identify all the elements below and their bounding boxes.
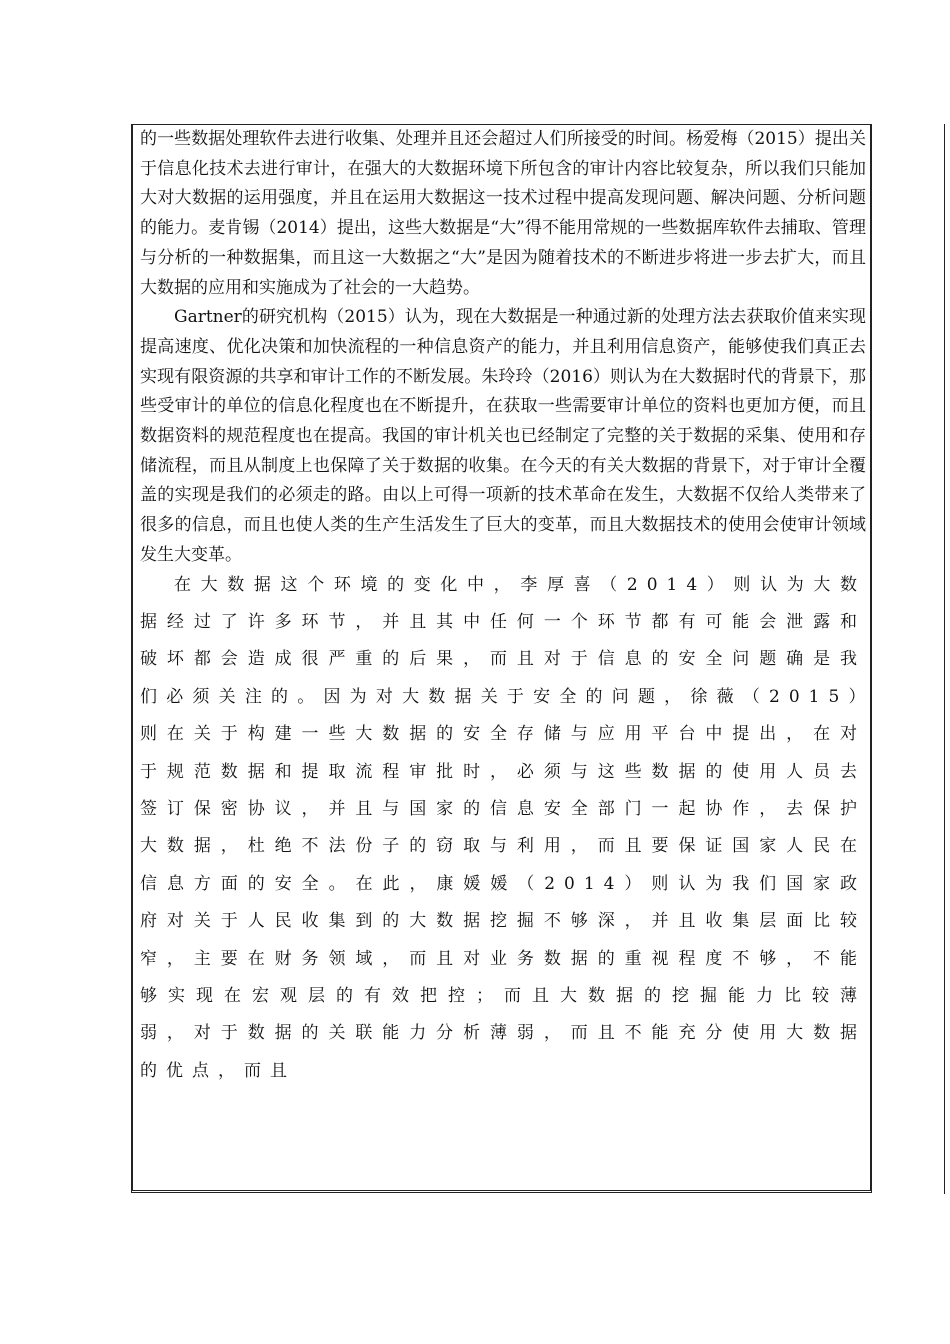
- paragraph-literature-review-1: 的一些数据处理软件去进行收集、处理并且还会超过人们所接受的时间。杨爱梅（2015）提出关于信息化技术去进行审计，在强大的大数据环境下所包含的审计内容比较复杂，所以我们只能加大对大数据的运用强度，并且在运用大数据这一技术过程中提高发现问题、解决问题、分析问题的能力。麦肯锡（2014）提出，这些大数据是“大”得不能用常规的一些数据库软件去捕取、管理与分析的一种数据集，而且这一大数据之“大”是因为随着技术的不断进步将进一步去扩大，而且大数据的应用和实施成为了社会的一大趋势。: [140, 129, 866, 298]
- paragraph-literature-review-3: 在大数据这个环境的变化中，李厚喜（2014）则认为大数据经过了许多环节，并且其中任何一个环节都有可能会泄露和破坏都会造成很严重的后果，而且对于信息的安全问题确是我们必须关注的。因为对大数据关于安全的问题，徐薇（2015）则在关于构建一些大数据的安全存储与应用平台中提出，在对于规范数据和提取流程审批时，必须与这些数据的使用人员去签订保密协议，并且与国家的信息安全部门一起协作，去保护大数据，杜绝不法份子的窃取与利用，而且要保证国家人民在信息方面的安全。在此，康媛媛（2014）则认为我们国家政府对关于人民收集到的大数据挖掘不够深，并且收集层面比较窄，主要在财务领域，而且对业务数据的重视程度不够，不能够实现在宏观层的有效把控；而且大数据的挖掘能力比较薄弱，对于数据的关联能力分析薄弱，而且不能充分使用大数据的优点，而且: [140, 574, 866, 1081]
- paragraph-literature-review-2: Gartner的研究机构（2015）认为，现在大数据是一种通过新的处理方法去获取价值来实现提高速度、优化决策和加快流程的一种信息资产的能力，并且利用信息资产，能够使我们真正去实现有限资源的共享和审计工作的不断发展。朱玲玲（2016）则认为在大数据时代的背景下，那些受审计的单位的信息化程度也在不断提升，在获取一些需要审计单位的资料也更加方便，而且数据资料的规范程度也在提高。我国的审计机关也已经制定了完整的关于数据的采集、使用和存储流程，而且从制度上也保障了关于数据的收集。在今天的有关大数据的背景下，对于审计全覆盖的实现是我们的必须走的路。由以上可得一项新的技术革命在发生，大数据不仅给人类带来了很多的信息，而且也使人类的生产生活发生了巨大的变革，而且大数据技术的使用会使审计领域发生大变革。: [140, 307, 866, 565]
- document-body: [140, 125, 866, 1090]
- page-edge-rule: [944, 124, 945, 1194]
- document-table-cell: [131, 124, 872, 1193]
